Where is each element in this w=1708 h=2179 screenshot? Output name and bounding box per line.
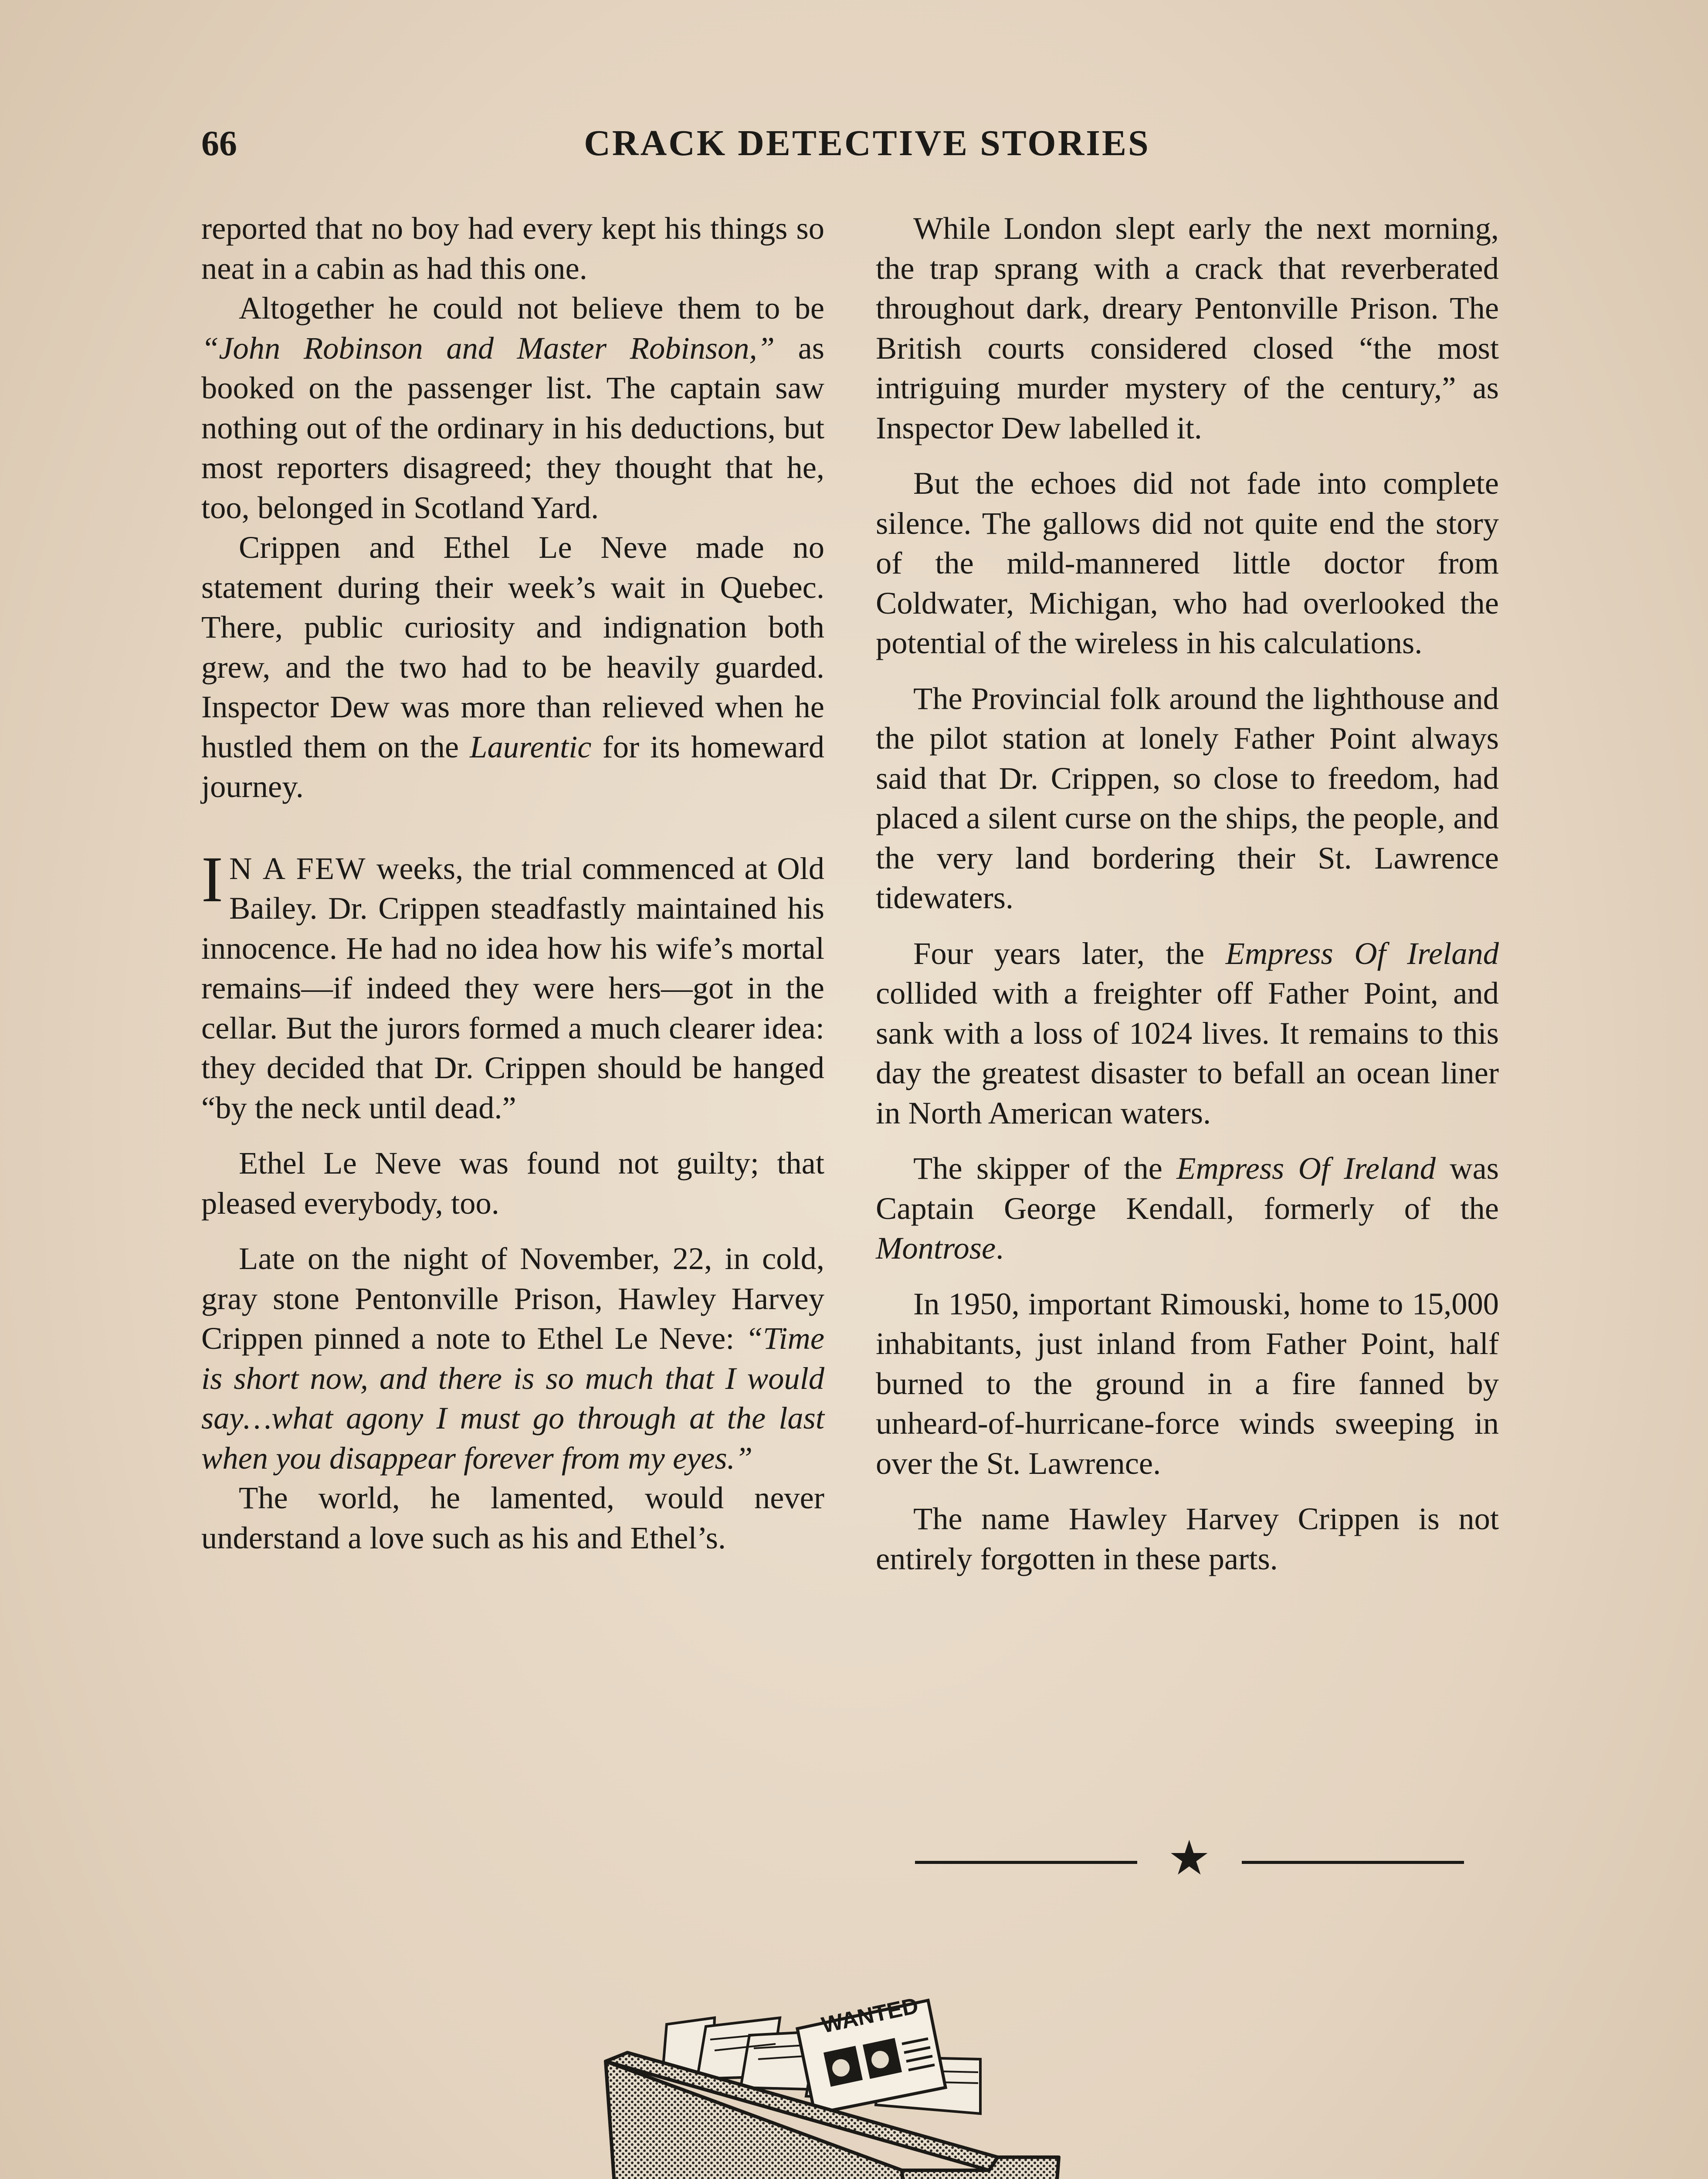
small-caps-text: N A FEW [229, 850, 367, 886]
text-run: weeks, the trial commenced at Old Bailey. Dr. Crippen steadfastly maintained his innocence. He had no idea how his wife’s mortal remains—if indeed they were hers—got in the cellar. But the jurors formed a much clearer idea: they decided that Dr. Crippen should be hanged “by the neck until dead.” [201, 850, 825, 1125]
drop-cap: I [201, 843, 223, 916]
paragraph: reported that no boy had every kept his things so neat in a cabin as had this one. [201, 210, 824, 286]
paragraph [201, 843, 825, 1128]
text-run: Late on the night of November, 22, in cold, gray stone Pentonville Prison, Hawley Harvey Crippen pinned a note to Ethel Le Neve: [201, 1241, 824, 1356]
text-run: Crippen and Ethel Le Neve made no statement during their week’s wait in Quebec. There, public curiosity and indignation both grew, and the two had to be heavily guarded. Inspector Dew was more than relieved when he hustled them on the [201, 529, 824, 764]
left-column [201, 208, 824, 1558]
paragraph: Ethel Le Neve was found not guilty; that pleased everybody, too. [201, 1145, 824, 1221]
divider-line-right [1242, 1861, 1464, 1864]
text-run: . [996, 1230, 1004, 1266]
paragraph: The name Hawley Harvey Crippen is not entirely forgotten in these parts. [876, 1501, 1499, 1576]
paragraph: The world, he lamented, would never understand a love such as his and Ethel’s. [201, 1480, 824, 1555]
star-icon: ★ [1168, 1830, 1211, 1886]
paragraph: But the echoes did not fade into complete silence. The gallows did not quite end the story of the mild-mannered little doctor from Coldwater, Michigan, who had overlooked the potential of the wireless in his calculations. [876, 465, 1499, 660]
italic-text: Empress Of Ireland [1225, 935, 1499, 971]
text-run: The skipper of the [913, 1151, 1177, 1186]
text-run: for its homeward journey. [201, 729, 824, 804]
italic-text: “Time is short now, and there is so much that I would say…what agony I must go through at the last when you disappear forever from my eyes.” [201, 1320, 824, 1476]
running-title: CRACK DETECTIVE STORIES [584, 123, 1150, 163]
divider-line-left [915, 1861, 1137, 1864]
italic-text: “John Robinson and Master Robinson,” [201, 330, 775, 366]
italic-text: Empress Of Ireland [1176, 1151, 1436, 1186]
paragraph [876, 1148, 1499, 1268]
text-run: as booked on the passenger list. The captain saw nothing out of the ordinary in his deductions, but most reporters disagreed; they thought that he, too, belonged in Scotland Yard. [201, 330, 824, 525]
section-divider [915, 1830, 1464, 1886]
paragraph: In 1950, important Rimouski, home to 15,000 inhabitants, just inland from Father Point, half burned to the ground in a fire fanned by unheard-of-hurricane-force winds sweeping in over the St. Lawrence. [876, 1286, 1499, 1481]
file-drawer-icon [597, 1987, 1072, 2179]
paragraph [201, 527, 824, 807]
text-run: Four years later, the [913, 935, 1226, 971]
text-run: collided with a freighter off Father Point, and sank with a loss of 1024 lives. It remains to this day the greatest disaster to befall an ocean liner in North American waters. [876, 975, 1499, 1130]
wanted-sign-text: WANTED [819, 1993, 921, 2038]
paragraph [876, 933, 1499, 1133]
paragraph [201, 288, 824, 527]
italic-text: Montrose [876, 1230, 996, 1266]
text-run: was Captain George Kendall, formerly of the [876, 1151, 1499, 1226]
paragraph: While London slept early the next morning, the trap sprang with a crack that reverberated throughout dark, dreary Pentonville Prison. The British courts considered closed “the most intriguing murder mystery of the century,” as Inspector Dew labelled it. [876, 210, 1499, 445]
text-run: Altogether he could not believe them to be [239, 290, 824, 326]
paragraph: The Provincial folk around the lighthouse and the pilot station at lonely Father Point always said that Dr. Crippen, so close to freedom, had placed a silent curse on the ships, the people, and the very land bordering their St. Lawrence tidewaters. [876, 680, 1499, 915]
page-number: 66 [201, 123, 237, 163]
paragraph [201, 1239, 824, 1478]
italic-text: Laurentic [470, 729, 592, 764]
right-column [876, 208, 1499, 1578]
